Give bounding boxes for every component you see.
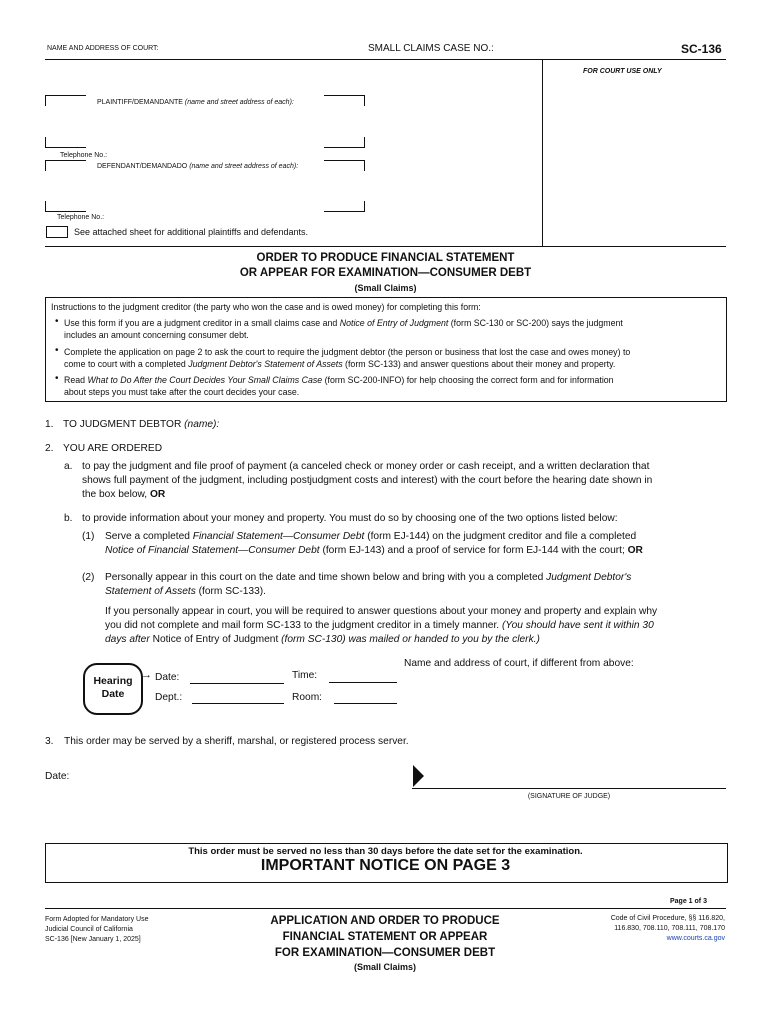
plaintiff-bracket-tr <box>324 95 365 106</box>
court-if-different-field[interactable] <box>404 673 724 713</box>
hearing-dept-field[interactable] <box>192 690 284 704</box>
personal-appearance-note: If you personally appear in court, you will be required to answer questions about your money and property and explain why you did not complete and mail form SC-133 to the judgment creditor in a timely manner. (You should have sent it within 30 days after Notice of Entry of Judgment (form SC-130) was mailed or handed to you by the clerk.) <box>105 606 658 645</box>
court-name-address-label: NAME AND ADDRESS OF COURT: <box>47 45 159 52</box>
hearing-time-label: Time: <box>292 670 318 681</box>
item-2a-letter: a. <box>64 461 73 472</box>
courts-website-link[interactable]: www.courts.ca.gov <box>666 935 725 942</box>
page-title <box>45 251 726 295</box>
title-line-2: OR APPEAR FOR EXAMINATION—CONSUMER DEBT <box>239 267 532 279</box>
item-2-label: YOU ARE ORDERED <box>63 443 163 454</box>
defendant-bracket-tl <box>45 160 86 171</box>
instructions-heading: Instructions to the judgment creditor (the party who won the case and is owed money) for completing this form: <box>51 302 481 312</box>
hearing-room-field[interactable] <box>334 690 397 704</box>
item-3-text: This order may be served by a sheriff, marshal, or registered process server. <box>64 736 409 747</box>
judgment-debtor-name-field[interactable] <box>240 416 725 432</box>
court-if-different-label: Name and address of court, if different from above: <box>404 658 634 669</box>
title-subtitle: (Small Claims) <box>354 283 417 293</box>
court-use-only-label: FOR COURT USE ONLY <box>583 68 662 75</box>
signature-line <box>412 788 726 789</box>
option-1-label: (1) <box>82 531 95 542</box>
defendant-label: DEFENDANT/DEMANDADO (name and street address of each): <box>97 163 299 170</box>
option-2-text: Personally appear in this court on the date and time shown below and bring with you a completed Judgment Debtor's Statement of Assets (form SC-133). <box>105 572 632 597</box>
instruction-bullet-1: • Use this form if you are a judgment creditor in a small claims case and Notice of Entry of Judgment (form SC-130 or SC-200) says the judgment includes an amount concerning consumer debt. <box>55 316 623 340</box>
judge-signature-field[interactable] <box>430 766 726 788</box>
plaintiff-telephone-label: Telephone No.: <box>60 152 108 159</box>
item-2-number: 2. <box>45 443 54 454</box>
instruction-bullet-2: • Complete the application on page 2 to ask the court to require the judgment debtor (the person or business that lost the case and owes money) to come to court with a completed Judgment Debtor's Statement of Assets (form SC-133) and answer questions about their money and property. <box>55 345 631 369</box>
item-2b-text: to provide information about your money and property. You must do so by choosing one of the two options listed below: <box>82 513 618 524</box>
plaintiff-label: PLAINTIFF/DEMANDANTE (name and street address of each): <box>97 99 294 106</box>
notice-line-1: This order must be served no less than 30 days before the date set for the examination. <box>188 846 583 857</box>
header-bottom-rule <box>45 246 726 247</box>
header-rule <box>45 59 726 60</box>
title-line-1: ORDER TO PRODUCE FINANCIAL STATEMENT <box>256 252 515 264</box>
footer-rule <box>45 908 726 909</box>
attached-sheet-checkbox[interactable] <box>46 226 68 238</box>
item-1-label: TO JUDGMENT DEBTOR (name): <box>63 419 220 430</box>
item-1-number: 1. <box>45 419 54 430</box>
option-2-label: (2) <box>82 572 95 583</box>
defendant-bracket-tr <box>324 160 365 171</box>
court-use-field[interactable] <box>542 80 726 246</box>
hearing-time-field[interactable] <box>329 668 397 682</box>
hearing-date-badge-text: Hearing Date <box>93 675 133 700</box>
page-number: Page 1 of 3 <box>670 898 707 905</box>
signature-of-judge-label: (SIGNATURE OF JUDGE) <box>527 793 611 800</box>
arrow-right-icon: → <box>141 669 152 681</box>
form-number: SC-136 <box>681 42 722 56</box>
defendant-telephone-label: Telephone No.: <box>57 214 105 221</box>
bullet-icon: • <box>55 316 59 327</box>
signature-arrow-icon <box>413 765 425 787</box>
hearing-time-line <box>329 682 397 683</box>
notice-line-2: IMPORTANT NOTICE ON PAGE 3 <box>260 857 511 874</box>
hearing-date-field[interactable] <box>190 670 284 684</box>
attached-sheet-label: See attached sheet for additional plaintiffs and defendants. <box>74 227 309 237</box>
instruction-bullet-3: • Read What to Do After the Court Decides Your Small Claims Case (form SC-200-INFO) for help choosing the correct form and for information about steps you must take after the court decides your case. <box>55 373 614 397</box>
bullet-icon: • <box>55 345 59 356</box>
hearing-room-label: Room: <box>292 692 323 703</box>
hearing-date-label: Date: <box>155 672 180 683</box>
option-1-text: Serve a completed Financial Statement—Consumer Debt (form EJ-144) on the judgment creditor and file a completed Notice of Financial Statement—Consumer Debt (form EJ-143) and a proof of service for form EJ-144 with the court; OR <box>105 531 643 556</box>
case-number-label: SMALL CLAIMS CASE NO.: <box>368 43 494 54</box>
defendant-field[interactable] <box>50 172 360 210</box>
item-3-number: 3. <box>45 736 54 747</box>
footer-form-title: APPLICATION AND ORDER TO PRODUCE FINANCIAL STATEMENT OR APPEAR FOR EXAMINATION—CONSUMER DEBT (Small Claims) <box>270 915 500 972</box>
item-2b-letter: b. <box>64 513 73 524</box>
plaintiff-field[interactable] <box>50 108 360 146</box>
signature-date-field[interactable] <box>80 768 340 784</box>
footer-right: Code of Civil Procedure, §§ 116.820, 116.830, 708.110, 708.111, 708.170 www.courts.ca.gov <box>610 915 725 942</box>
signature-date-label: Date: <box>45 771 70 782</box>
item-2a-text: to pay the judgment and file proof of payment (a canceled check or money order or cash receipt, and a written declaration that shows full payment of the judgment, including postjudgment costs and interest) with the court before the hearing date shown in the box below, OR <box>82 461 653 500</box>
footer-left: Form Adopted for Mandatory Use Judicial Council of California SC-136 [New January 1, 2025] <box>45 916 149 943</box>
hearing-dept-label: Dept.: <box>155 692 183 703</box>
bullet-icon: • <box>55 373 59 384</box>
plaintiff-bracket-tl <box>45 95 86 106</box>
